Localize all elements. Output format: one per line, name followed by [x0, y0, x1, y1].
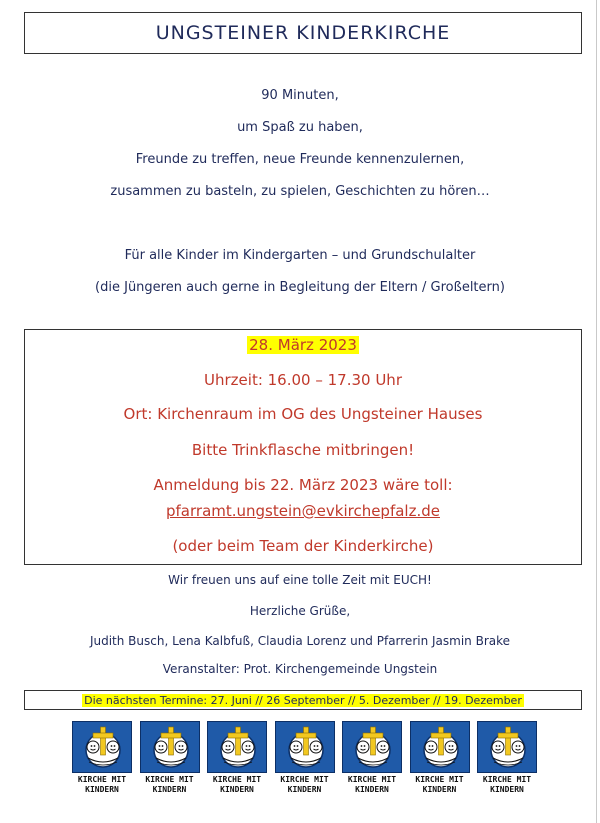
church-children-icon [411, 722, 471, 774]
closing-message: Wir freuen uns auf eine tolle Zeit mit EUCH! [168, 573, 432, 587]
team-names: Judith Busch, Lena Kalbfuß, Claudia Lorenz und Pfarrerin Jasmin Brake [89, 634, 511, 648]
logo-caption-line-1: KIRCHE MIT [347, 775, 397, 784]
title-box [24, 12, 582, 54]
intro-line-4: zusammen zu basteln, zu spielen, Geschichten zu hören… [110, 184, 490, 199]
logo-tile [275, 721, 335, 773]
next-dates-box [24, 690, 582, 710]
next-dates: Die nächsten Termine: 27. Juni // 26 September // 5. Dezember // 19. Dezember [84, 693, 522, 707]
kirche-mit-kindern-logo [275, 721, 335, 801]
logo-caption [410, 775, 470, 795]
logo-caption-line-2: KINDERN [490, 785, 524, 794]
logo-tile [207, 721, 267, 773]
logo-caption [72, 775, 132, 795]
logo-caption-line-2: KINDERN [152, 785, 187, 794]
logo-caption [477, 775, 537, 795]
logo-caption [275, 775, 335, 795]
kirche-mit-kindern-logo [342, 721, 402, 801]
church-children-icon [73, 722, 133, 774]
logo-caption [342, 775, 402, 795]
logo-row [72, 721, 542, 801]
logo-caption-line-2: KINDERN [287, 785, 322, 794]
church-children-icon [343, 722, 403, 774]
logo-tile [140, 721, 200, 773]
logo-caption-line-2: KINDERN [422, 785, 457, 794]
event-place: Ort: Kirchenraum im OG des Ungsteiner Hauses [123, 405, 483, 423]
event-bring-note: Bitte Trinkflasche mitbringen! [191, 441, 415, 459]
event-registration: Anmeldung bis 22. März 2023 wäre toll: [153, 476, 453, 494]
greeting: Herzliche Grüße, [249, 604, 351, 618]
logo-caption [140, 775, 200, 795]
logo-caption-line-2: KINDERN [355, 785, 389, 794]
logo-caption-line-1: KIRCHE MIT [212, 775, 262, 784]
kirche-mit-kindern-logo [140, 721, 200, 801]
logo-tile [342, 721, 402, 773]
intro-line-2: um Spaß zu haben, [237, 120, 363, 135]
organizer: Veranstalter: Prot. Kirchengemeinde Ungstein [162, 662, 438, 676]
church-children-icon [208, 722, 268, 774]
logo-caption-line-1: KIRCHE MIT [482, 775, 532, 784]
logo-caption-line-1: KIRCHE MIT [415, 775, 464, 784]
event-time: Uhrzeit: 16.00 – 17.30 Uhr [204, 371, 402, 389]
church-children-icon [478, 722, 538, 774]
intro-line-1: 90 Minuten, [261, 88, 339, 103]
event-date: 28. März 2023 [249, 336, 357, 354]
kirche-mit-kindern-logo [207, 721, 267, 801]
alt-contact: (oder beim Team der Kinderkirche) [172, 537, 434, 555]
logo-caption-line-1: KIRCHE MIT [280, 775, 329, 784]
logo-caption [207, 775, 267, 795]
church-children-icon [276, 722, 336, 774]
logo-tile [72, 721, 132, 773]
logo-caption-line-2: KINDERN [220, 785, 254, 794]
logo-tile [477, 721, 537, 773]
logo-caption-line-2: KINDERN [85, 785, 119, 794]
kirche-mit-kindern-logo [72, 721, 132, 801]
intro-line-3: Freunde zu treffen, neue Freunde kennenzulernen, [135, 152, 465, 167]
page-title: UNGSTEINER KINDERKIRCHE [155, 22, 451, 44]
kirche-mit-kindern-logo [477, 721, 537, 801]
audience-line: Für alle Kinder im Kindergarten – und Grundschulalter [124, 248, 476, 263]
church-children-icon [141, 722, 201, 774]
event-details-box [24, 329, 582, 565]
logo-caption-line-1: KIRCHE MIT [145, 775, 194, 784]
audience-note: (die Jüngeren auch gerne in Begleitung der Eltern / Großeltern) [95, 280, 505, 295]
email-link[interactable]: pfarramt.ungstein@evkirchepfalz.de [166, 502, 440, 520]
kirche-mit-kindern-logo [410, 721, 470, 801]
logo-caption-line-1: KIRCHE MIT [77, 775, 127, 784]
logo-tile [410, 721, 470, 773]
